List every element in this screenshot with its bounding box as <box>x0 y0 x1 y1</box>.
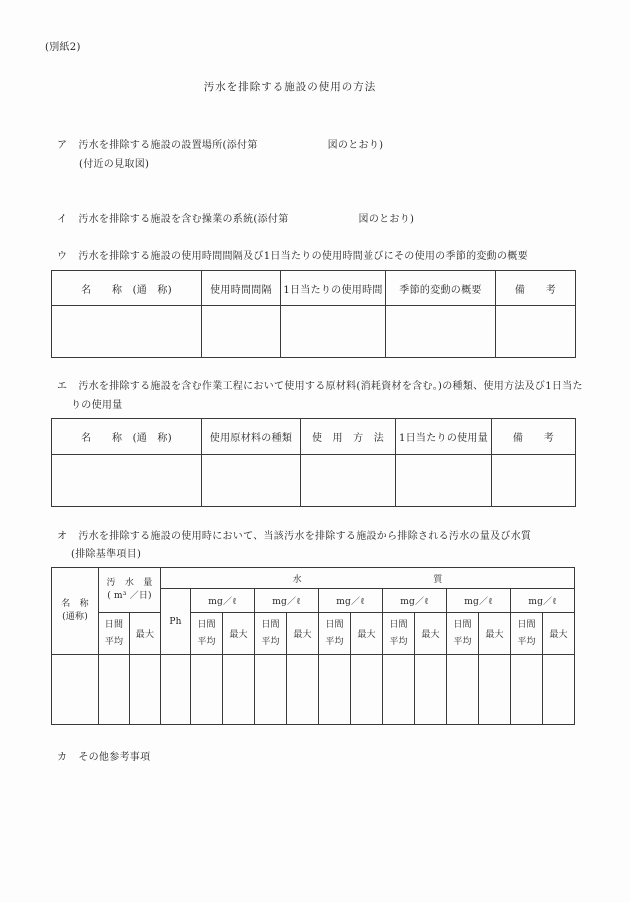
wastewater-quality-table <box>51 567 575 725</box>
column-header-name: 名 称 (通 称) <box>52 271 202 306</box>
column-header-name: 名 称 (通 称) <box>52 419 202 455</box>
section-u-text: 汚水を排除する施設の使用時間間隔及び1日当たりの使用時間並びにその使用の季節的変動の概要 <box>78 251 528 262</box>
empty-cell <box>543 655 575 725</box>
column-header-remarks: 備 考 <box>496 271 576 306</box>
section-e-heading-wrap: りの使用量 <box>71 400 123 411</box>
section-ka-heading <box>57 751 150 764</box>
empty-cell <box>511 655 543 725</box>
quality-table-header-row-1 <box>52 568 575 589</box>
avg-label-line2: 平均 <box>453 636 472 647</box>
empty-cell <box>396 455 492 507</box>
column-header-interval: 使用時間間隔 <box>202 271 281 306</box>
column-header-remarks: 備 考 <box>492 419 576 455</box>
column-header-unit-mgl: mg／ℓ <box>511 589 575 613</box>
raw-materials-table-entry-row <box>52 455 576 507</box>
avg-label-line1: 日間 <box>453 619 472 630</box>
section-a-heading <box>57 139 383 152</box>
empty-cell <box>130 655 161 725</box>
section-i-heading <box>57 213 414 226</box>
column-header-maximum: 最大 <box>287 613 319 655</box>
empty-cell <box>287 655 319 725</box>
column-header-daily-average <box>99 613 130 655</box>
section-i-text: 汚水を排除する施設を含む操業の系統(添付第 <box>78 214 289 225</box>
empty-cell <box>52 655 99 725</box>
empty-cell <box>479 655 511 725</box>
section-i-marker: イ <box>57 214 68 225</box>
column-header-maximum: 最大 <box>415 613 447 655</box>
avg-label-line1: 日間 <box>197 619 216 630</box>
volume-header-line1: 汚 水 量 <box>106 578 153 588</box>
section-a-marker: ア <box>57 140 68 151</box>
avg-label-line2: 平均 <box>325 636 344 647</box>
column-header-unit-mgl: mg／ℓ <box>383 589 447 613</box>
section-a-tail: 図のとおり) <box>327 140 384 151</box>
column-header-daily-average <box>383 613 415 655</box>
empty-cell <box>415 655 447 725</box>
column-header-unit-mgl: mg／ℓ <box>191 589 255 613</box>
section-u-marker: ウ <box>57 251 68 262</box>
discharge-standard-note: (排除基準項目) <box>71 549 142 560</box>
empty-cell <box>492 455 576 507</box>
section-e-text: 汚水を排除する施設を含む作業工程において使用する原材料(消耗資材を含む。)の種類、使用方法及び1日当た <box>78 381 583 392</box>
raw-materials-table <box>51 418 576 507</box>
avg-label-line2: 平均 <box>517 636 536 647</box>
name-header-line1: 名 称 <box>61 599 89 609</box>
empty-cell <box>301 455 396 507</box>
column-header-maximum: 最大 <box>479 613 511 655</box>
column-header-maximum: 最大 <box>543 613 575 655</box>
section-e-marker: エ <box>57 381 68 392</box>
empty-cell <box>386 306 496 358</box>
column-header-daily-average <box>511 613 543 655</box>
name-header-line2: (通称) <box>62 612 88 622</box>
column-header-water-quality <box>161 568 575 589</box>
column-header-daily-average <box>255 613 287 655</box>
column-header-unit-mgl: mg／ℓ <box>319 589 383 613</box>
section-ka-marker: カ <box>57 752 68 763</box>
empty-cell <box>447 655 479 725</box>
avg-label-line1: 日間 <box>104 619 124 630</box>
column-header-seasonal-variation: 季節的変動の概要 <box>386 271 496 306</box>
section-e-heading <box>57 380 583 393</box>
quality-table-entry-row <box>52 655 575 725</box>
raw-materials-table-header-row <box>52 419 576 455</box>
avg-label-line2: 平均 <box>389 636 408 647</box>
column-header-amount-per-day: 1日当たりの使用量 <box>396 419 492 455</box>
column-header-wastewater-volume <box>99 568 161 613</box>
column-header-hours-per-day: 1日当たりの使用時間 <box>281 271 386 306</box>
section-o-heading <box>57 530 531 543</box>
column-header-name <box>52 568 99 655</box>
column-header-daily-average <box>319 613 351 655</box>
avg-label-line2: 平均 <box>261 636 280 647</box>
empty-cell <box>351 655 383 725</box>
usage-time-table-header-row <box>52 271 576 306</box>
avg-label-line1: 日間 <box>389 619 408 630</box>
section-o-text: 汚水を排除する施設の使用時において、当該汚水を排除する施設から排除される汚水の量及び水質 <box>78 531 532 542</box>
empty-cell <box>202 455 301 507</box>
column-header-daily-average <box>191 613 223 655</box>
column-header-daily-average <box>447 613 479 655</box>
usage-time-table-entry-row <box>52 306 576 358</box>
column-header-maximum: 最大 <box>351 613 383 655</box>
volume-header-line2: ( m³ ／日) <box>107 591 152 601</box>
avg-label-line2: 平均 <box>104 636 124 647</box>
avg-label-line2: 平均 <box>197 636 216 647</box>
section-a-text: 汚水を排除する施設の設置場所(添付第 <box>78 140 258 151</box>
section-o-marker: オ <box>57 531 68 542</box>
column-header-usage-method: 使 用 方 法 <box>301 419 396 455</box>
column-header-unit-mgl: mg／ℓ <box>447 589 511 613</box>
section-u-heading <box>57 250 528 263</box>
column-header-unit-mgl: mg／ℓ <box>255 589 319 613</box>
avg-label-line1: 日間 <box>517 619 536 630</box>
empty-cell <box>52 455 202 507</box>
water-quality-label-left: 水 <box>292 574 302 585</box>
section-ka-text: その他参考事項 <box>78 752 151 763</box>
empty-cell <box>383 655 415 725</box>
column-header-ph: Ph <box>161 589 191 655</box>
quality-table-header-row-3 <box>52 613 575 655</box>
usage-time-table <box>51 270 576 358</box>
empty-cell <box>52 306 202 358</box>
empty-cell <box>191 655 223 725</box>
empty-cell <box>223 655 255 725</box>
empty-cell <box>255 655 287 725</box>
empty-cell <box>99 655 130 725</box>
column-header-maximum: 最大 <box>223 613 255 655</box>
empty-cell <box>161 655 191 725</box>
column-header-material-type: 使用原材料の種類 <box>202 419 301 455</box>
water-quality-label <box>161 572 574 585</box>
water-quality-label-right: 質 <box>433 574 443 585</box>
empty-cell <box>496 306 576 358</box>
avg-label-line1: 日間 <box>325 619 344 630</box>
nearby-sketch-note: (付近の見取図) <box>79 159 150 170</box>
section-i-tail: 図のとおり) <box>358 214 415 225</box>
empty-cell <box>202 306 281 358</box>
avg-label-line1: 日間 <box>261 619 280 630</box>
column-header-maximum: 最大 <box>130 613 161 655</box>
page-title: 汚水を排除する施設の使用の方法 <box>203 81 377 93</box>
attachment-side-label: (別紙2) <box>45 42 81 53</box>
empty-cell <box>281 306 386 358</box>
empty-cell <box>319 655 351 725</box>
